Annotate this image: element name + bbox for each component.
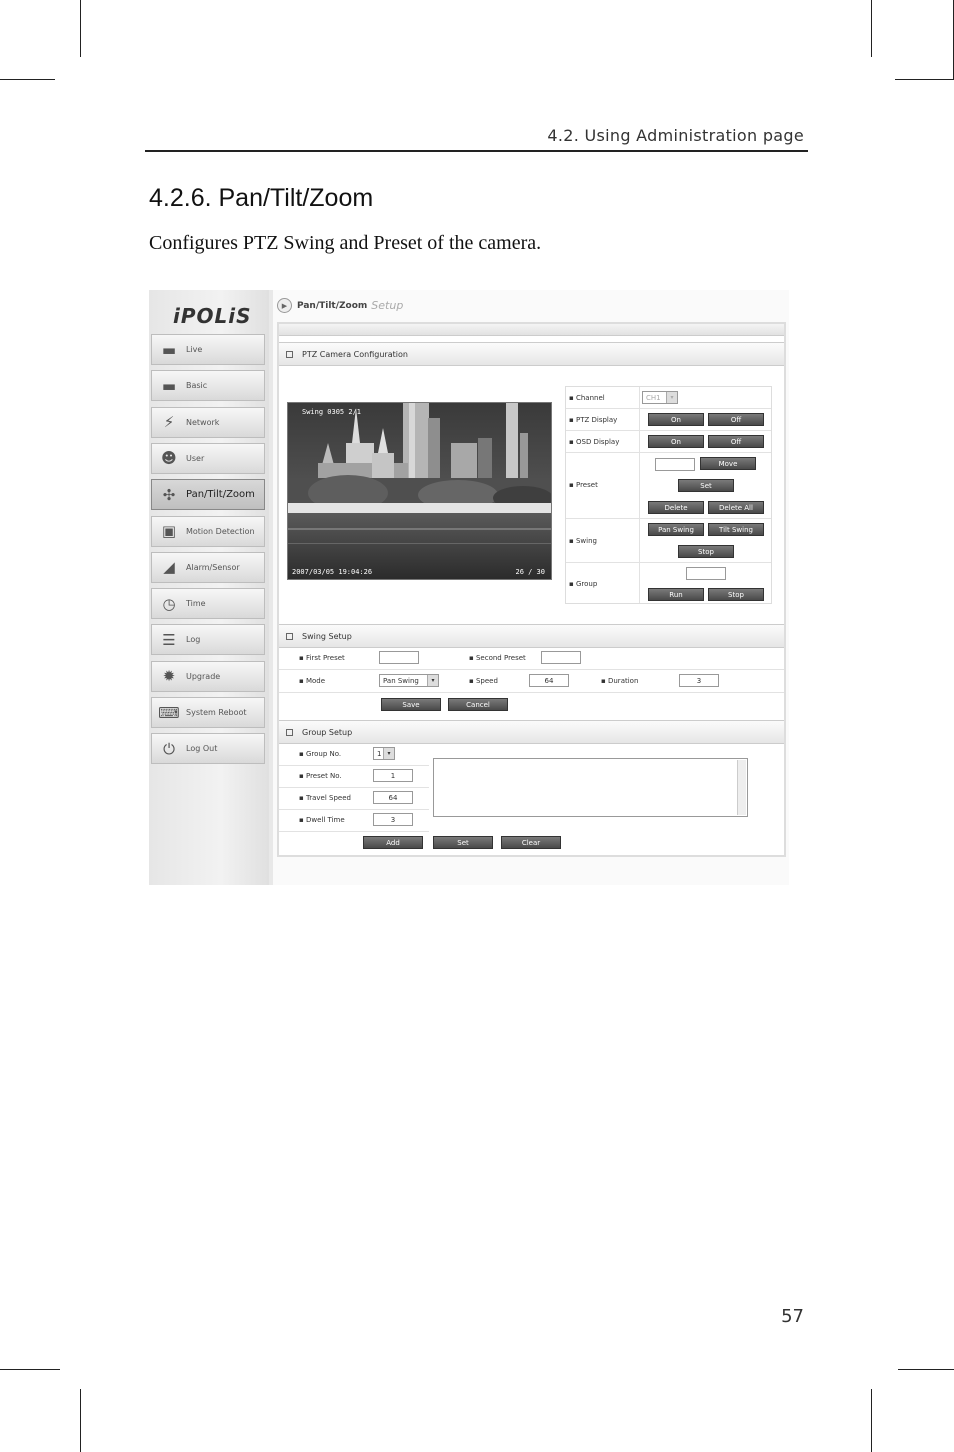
crop-mark	[898, 1369, 954, 1370]
log-icon: ☰	[162, 630, 176, 649]
arrow-icon: ▶	[277, 298, 292, 313]
travel-speed-label: Travel Speed	[305, 794, 351, 802]
group-add-button[interactable]: Add	[363, 836, 423, 849]
preset-delete-button[interactable]: Delete	[648, 501, 704, 514]
sidebar-item-label: Log	[186, 635, 201, 645]
chevron-down-icon: ▾	[383, 748, 394, 759]
crop-mark	[871, 0, 872, 57]
speed-label: Speed	[475, 677, 498, 685]
ptz-control-table	[565, 386, 772, 604]
osd-display-off-button[interactable]: Off	[708, 435, 764, 448]
main-panel	[275, 290, 789, 885]
square-icon	[286, 729, 293, 736]
preset-no-label: Preset No.	[305, 772, 342, 780]
video-overlay-text: Swing 0305 2/1	[302, 408, 362, 416]
clock-icon: ◷	[162, 594, 176, 613]
section-title-swing: Swing Setup	[302, 631, 352, 641]
row-preset-no	[279, 765, 429, 788]
sidebar-item-system-reboot[interactable]	[151, 697, 265, 728]
intro-text: Configures PTZ Swing and Preset of the camera.	[149, 232, 542, 254]
group-preset-list[interactable]	[433, 758, 748, 817]
label-travel-speed: ▪ Travel Speed	[299, 794, 351, 802]
second-preset-input[interactable]	[541, 651, 581, 664]
mode-label: Mode	[305, 677, 326, 685]
crop-mark	[871, 1389, 872, 1452]
group-label: Group	[575, 580, 598, 588]
speed-input[interactable]: 64	[529, 674, 569, 687]
label-preset-no: ▪ Preset No.	[299, 772, 342, 780]
crop-mark	[895, 79, 954, 80]
label-swing: ▪ Swing	[569, 537, 597, 545]
swing-label: Swing	[575, 537, 597, 545]
swing-cancel-button[interactable]: Cancel	[448, 698, 508, 711]
sidebar-item-live[interactable]	[151, 334, 265, 365]
channel-label: Channel	[575, 394, 605, 402]
label-channel: ▪ Channel	[569, 394, 605, 402]
video-timestamp: 2007/03/05 19:04:26	[292, 568, 373, 576]
page-number: 57	[781, 1306, 804, 1327]
crop-mark	[0, 79, 55, 80]
square-icon	[286, 633, 293, 640]
upgrade-icon: ✹	[162, 667, 176, 686]
label-osd-display: ▪ OSD Display	[569, 438, 620, 446]
preset-label: Preset	[575, 481, 598, 489]
section-group-setup	[279, 720, 784, 744]
video-image	[288, 403, 552, 580]
row-group-no	[279, 743, 429, 766]
monitor-icon: ▬	[161, 340, 177, 359]
scrollbar[interactable]	[737, 760, 746, 815]
header-rule	[145, 150, 808, 152]
ptz-icon: ✣	[162, 485, 176, 504]
preset-delete-all-button[interactable]: Delete All	[708, 501, 764, 514]
sidebar-item-network[interactable]	[151, 407, 265, 438]
ipolis-logo: iPOLiS	[173, 304, 252, 328]
label-second-preset: ▪ Second Preset	[469, 654, 526, 662]
row-swing	[566, 519, 771, 563]
first-preset-label: First Preset	[305, 654, 345, 662]
second-preset-label: Second Preset	[475, 654, 526, 662]
first-preset-input[interactable]	[379, 651, 419, 664]
logout-icon: ⏻	[163, 739, 175, 758]
network-icon: ⚡	[163, 413, 175, 432]
group-run-button[interactable]: Run	[648, 588, 704, 601]
mode-select[interactable]	[379, 674, 439, 687]
camera-video-preview	[287, 402, 552, 580]
sidebar-item-label: System Reboot	[186, 708, 247, 717]
crop-mark	[0, 1369, 60, 1370]
sidebar-item-label: Motion Detection	[186, 526, 255, 536]
chevron-down-icon: ▾	[666, 392, 677, 403]
group-clear-button[interactable]: Clear	[501, 836, 561, 849]
ptz-display-label: PTZ Display	[575, 416, 618, 424]
row-swing-mode	[279, 670, 784, 693]
sidebar-item-label: User	[186, 453, 205, 463]
reboot-icon: ⌨	[158, 703, 180, 722]
sidebar-item-log-out[interactable]	[151, 733, 265, 764]
label-group: ▪ Group	[569, 580, 598, 588]
row-group	[566, 563, 771, 605]
sidebar-item-label: Log Out	[186, 744, 218, 754]
group-stop-button[interactable]: Stop	[708, 588, 764, 601]
breadcrumb	[277, 298, 403, 313]
section-title-group: Group Setup	[302, 727, 353, 737]
preset-input[interactable]	[655, 458, 695, 471]
channel-select[interactable]	[642, 391, 678, 404]
preset-set-button[interactable]: Set	[678, 479, 734, 492]
section-title: 4.2.6. Pan/Tilt/Zoom	[149, 184, 374, 212]
label-mode: ▪ Mode	[299, 677, 326, 685]
sidebar-item-pan-tilt-zoom[interactable]	[151, 479, 265, 510]
sidebar	[149, 290, 273, 885]
label-ptz-display: ▪ PTZ Display	[569, 416, 618, 424]
sidebar-item-label: Basic	[186, 381, 208, 391]
alarm-icon: ◢	[163, 558, 175, 577]
content-frame	[277, 322, 786, 857]
motion-icon: ▣	[161, 522, 177, 540]
group-no-label: Group No.	[305, 750, 342, 758]
group-set-button[interactable]: Set	[433, 836, 493, 849]
dwell-time-label: Dwell Time	[305, 816, 345, 824]
chevron-down-icon: ▾	[427, 675, 438, 686]
breadcrumb-subtitle: Setup	[371, 299, 404, 312]
sidebar-item-basic[interactable]	[151, 370, 265, 401]
user-icon: ☻	[161, 449, 177, 468]
label-preset: ▪ Preset	[569, 481, 598, 489]
osd-display-label: OSD Display	[575, 438, 620, 446]
row-dwell-time	[279, 809, 429, 832]
ptz-setup-screenshot	[149, 290, 789, 885]
travel-speed-input[interactable]: 64	[373, 791, 413, 804]
breadcrumb-title: Pan/Tilt/Zoom	[297, 300, 368, 311]
label-speed: ▪ Speed	[469, 677, 498, 685]
preset-move-button[interactable]: Move	[700, 457, 756, 470]
osd-display-on-button[interactable]: On	[648, 435, 704, 448]
sidebar-item-label: Live	[186, 345, 203, 354]
dwell-time-input[interactable]: 3	[373, 813, 413, 826]
pan-swing-button[interactable]: Pan Swing	[648, 523, 704, 536]
top-bar	[279, 324, 784, 336]
group-no-value: 1	[377, 749, 382, 758]
ptz-display-off-button[interactable]: Off	[708, 413, 764, 426]
sidebar-item-label: Upgrade	[186, 671, 221, 681]
sidebar-item-log[interactable]	[151, 624, 265, 655]
tilt-swing-button[interactable]: Tilt Swing	[708, 523, 764, 536]
row-travel-speed	[279, 787, 429, 810]
section-swing-setup	[279, 624, 784, 648]
row-ptz-display	[566, 409, 771, 431]
sidebar-item-user[interactable]	[151, 443, 265, 474]
monitor-icon: ▬	[161, 376, 177, 395]
label-duration: ▪ Duration	[601, 677, 639, 685]
duration-label: Duration	[607, 677, 639, 685]
group-no-select[interactable]	[373, 747, 395, 760]
sidebar-item-label: Network	[186, 417, 220, 427]
swing-stop-button[interactable]: Stop	[678, 545, 734, 558]
section-ptz-config	[279, 342, 784, 366]
row-preset	[566, 453, 771, 519]
sidebar-item-motion-detection[interactable]	[151, 516, 265, 547]
crop-mark	[80, 1389, 81, 1452]
label-first-preset: ▪ First Preset	[299, 654, 345, 662]
preset-no-input[interactable]: 1	[373, 769, 413, 782]
sidebar-item-label: Time	[186, 599, 206, 609]
group-input[interactable]	[686, 567, 726, 580]
row-channel	[566, 387, 771, 409]
running-head: 4.2. Using Administration page	[547, 126, 804, 145]
row-swing-presets	[279, 647, 784, 670]
section-title-ptz: PTZ Camera Configuration	[302, 349, 408, 359]
square-icon	[286, 351, 293, 358]
swing-save-button[interactable]: Save	[381, 698, 441, 711]
ptz-display-on-button[interactable]: On	[648, 413, 704, 426]
sidebar-item-label: Alarm/Sensor	[186, 562, 240, 572]
duration-input[interactable]: 3	[679, 674, 719, 687]
sidebar-item-time[interactable]	[151, 588, 265, 619]
row-osd-display	[566, 431, 771, 453]
video-frame-counter: 26 / 30	[515, 568, 545, 576]
label-group-no: ▪ Group No.	[299, 750, 342, 758]
sidebar-item-upgrade[interactable]	[151, 661, 265, 692]
sidebar-item-label: Pan/Tilt/Zoom	[186, 489, 255, 501]
crop-mark	[80, 0, 81, 57]
mode-value: Pan Swing	[383, 676, 419, 685]
sidebar-item-alarm-sensor[interactable]	[151, 552, 265, 583]
label-dwell-time: ▪ Dwell Time	[299, 816, 345, 824]
channel-value: CH1	[646, 393, 661, 402]
